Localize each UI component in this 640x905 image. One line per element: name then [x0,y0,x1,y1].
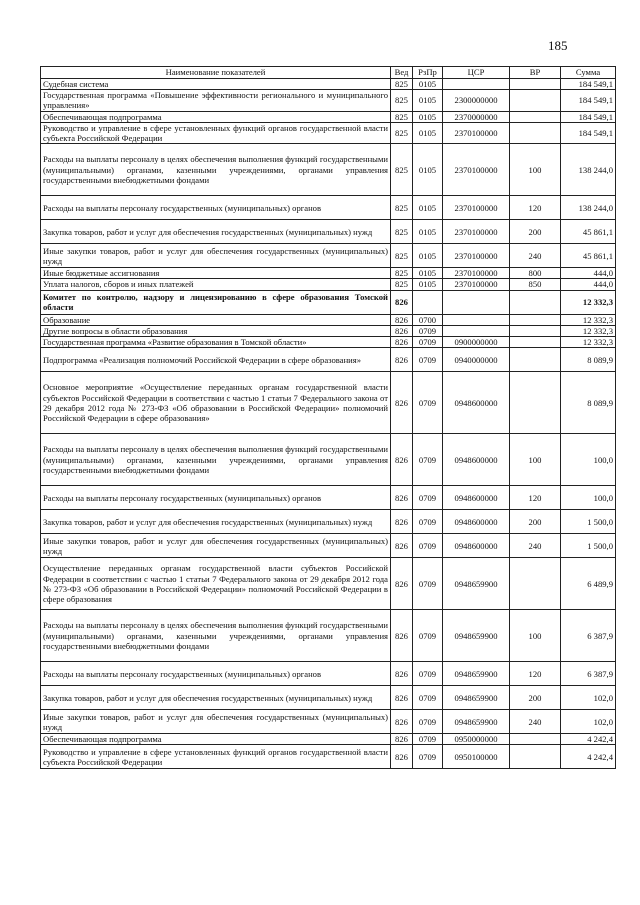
cell-ved: 826 [391,558,413,610]
cell-csr: 2370000000 [443,111,510,122]
cell-name: Расходы на выплаты персоналу государственных (муниципальных) органов [41,196,391,220]
cell-name: Другие вопросы в области образования [41,325,391,336]
table-row [41,348,616,372]
cell-rzpr: 0709 [413,734,443,745]
cell-name: Подпрограмма «Реализация полномочий Российской Федерации в сфере образования» [41,348,391,372]
table-header-row [41,67,616,79]
cell-csr [443,290,510,314]
table-row [41,486,616,510]
cell-rzpr: 0105 [413,279,443,290]
cell-csr: 0948659900 [443,610,510,662]
table-row [41,314,616,325]
cell-rzpr: 0709 [413,510,443,534]
cell-rzpr [413,290,443,314]
cell-csr: 0948600000 [443,434,510,486]
cell-csr: 2370100000 [443,196,510,220]
cell-vr: 120 [510,196,561,220]
cell-name: Уплата налогов, сборов и иных платежей [41,279,391,290]
table-body [41,79,616,769]
table-row [41,510,616,534]
cell-name: Комитет по контролю, надзору и лицензированию в сфере образования Томской области [41,290,391,314]
cell-ved: 825 [391,144,413,196]
cell-rzpr: 0709 [413,372,443,434]
cell-ved: 826 [391,348,413,372]
cell-csr: 2370100000 [443,268,510,279]
cell-rzpr: 0709 [413,325,443,336]
cell-vr [510,745,561,769]
cell-sum: 102,0 [561,686,616,710]
cell-ved: 825 [391,220,413,244]
cell-rzpr: 0105 [413,244,443,268]
cell-csr: 2370100000 [443,220,510,244]
cell-csr: 0948600000 [443,372,510,434]
cell-name: Расходы на выплаты персоналу в целях обеспечения выполнения функций государственными (муниципальными) органами, казенными учреждениями, органами управления государственными внебюджетными фондами [41,144,391,196]
cell-name: Закупка товаров, работ и услуг для обеспечения государственных (муниципальных) нужд [41,510,391,534]
header-sum: Сумма [561,67,616,79]
table-row [41,196,616,220]
cell-rzpr: 0709 [413,558,443,610]
cell-ved: 826 [391,434,413,486]
cell-name: Государственная программа «Развитие образования в Томской области» [41,337,391,348]
cell-ved: 826 [391,734,413,745]
cell-name: Иные закупки товаров, работ и услуг для обеспечения государственных (муниципальных) нужд [41,710,391,734]
cell-csr: 2300000000 [443,90,510,111]
cell-name: Расходы на выплаты персоналу в целях обеспечения выполнения функций государственными (муниципальными) органами, казенными учреждениями, органами управления государственными внебюджетными фондами [41,434,391,486]
cell-vr: 100 [510,434,561,486]
cell-rzpr: 0105 [413,122,443,143]
cell-ved: 826 [391,290,413,314]
cell-csr: 0940000000 [443,348,510,372]
cell-ved: 825 [391,268,413,279]
cell-csr: 0948600000 [443,486,510,510]
cell-ved: 826 [391,662,413,686]
cell-csr [443,79,510,90]
cell-rzpr: 0709 [413,486,443,510]
cell-vr [510,558,561,610]
cell-sum: 45 861,1 [561,244,616,268]
cell-ved: 826 [391,510,413,534]
cell-rzpr: 0105 [413,90,443,111]
cell-sum: 12 332,3 [561,325,616,336]
table-row [41,558,616,610]
cell-ved: 825 [391,196,413,220]
header-vr: ВР [510,67,561,79]
cell-ved: 825 [391,122,413,143]
cell-rzpr: 0105 [413,196,443,220]
cell-rzpr: 0105 [413,268,443,279]
cell-vr [510,337,561,348]
cell-vr [510,734,561,745]
table-row [41,244,616,268]
cell-name: Иные бюджетные ассигнования [41,268,391,279]
cell-name: Закупка товаров, работ и услуг для обеспечения государственных (муниципальных) нужд [41,220,391,244]
cell-sum: 8 089,9 [561,372,616,434]
cell-rzpr: 0105 [413,220,443,244]
table-row [41,662,616,686]
header-ved: Вед [391,67,413,79]
cell-rzpr: 0709 [413,610,443,662]
cell-csr: 0948600000 [443,510,510,534]
table-row [41,434,616,486]
cell-sum: 102,0 [561,710,616,734]
cell-ved: 826 [391,325,413,336]
table-row [41,325,616,336]
cell-ved: 825 [391,111,413,122]
cell-vr [510,111,561,122]
cell-rzpr: 0700 [413,314,443,325]
cell-csr: 0948659900 [443,558,510,610]
cell-vr [510,314,561,325]
cell-name: Закупка товаров, работ и услуг для обеспечения государственных (муниципальных) нужд [41,686,391,710]
cell-vr: 200 [510,220,561,244]
cell-sum: 444,0 [561,268,616,279]
cell-name: Расходы на выплаты персоналу государственных (муниципальных) органов [41,486,391,510]
cell-vr [510,79,561,90]
budget-table [40,66,616,769]
cell-csr: 2370100000 [443,144,510,196]
cell-vr: 240 [510,244,561,268]
table-row [41,220,616,244]
cell-ved: 826 [391,534,413,558]
cell-name: Иные закупки товаров, работ и услуг для обеспечения государственных (муниципальных) нужд [41,534,391,558]
cell-csr: 0948600000 [443,534,510,558]
table-row [41,372,616,434]
table-row [41,144,616,196]
cell-ved: 825 [391,244,413,268]
cell-rzpr: 0105 [413,144,443,196]
cell-sum: 184 549,1 [561,122,616,143]
cell-sum: 138 244,0 [561,144,616,196]
cell-name: Обеспечивающая подпрограмма [41,734,391,745]
cell-csr: 0950000000 [443,734,510,745]
cell-vr: 200 [510,686,561,710]
cell-csr: 2370100000 [443,122,510,143]
cell-vr: 800 [510,268,561,279]
cell-csr: 2370100000 [443,279,510,290]
cell-sum: 138 244,0 [561,196,616,220]
cell-name: Государственная программа «Повышение эффективности регионального и муниципального управления» [41,90,391,111]
cell-vr [510,372,561,434]
cell-vr: 100 [510,144,561,196]
table-row [41,290,616,314]
cell-sum: 1 500,0 [561,510,616,534]
cell-rzpr: 0105 [413,79,443,90]
cell-rzpr: 0709 [413,348,443,372]
cell-sum: 45 861,1 [561,220,616,244]
cell-name: Обеспечивающая подпрограмма [41,111,391,122]
cell-rzpr: 0709 [413,662,443,686]
cell-ved: 825 [391,279,413,290]
cell-sum: 12 332,3 [561,337,616,348]
cell-ved: 825 [391,79,413,90]
cell-sum: 6 387,9 [561,610,616,662]
table-row [41,710,616,734]
cell-sum: 444,0 [561,279,616,290]
cell-csr: 0900000000 [443,337,510,348]
table-row [41,111,616,122]
cell-csr: 2370100000 [443,244,510,268]
cell-sum: 184 549,1 [561,111,616,122]
cell-vr: 240 [510,710,561,734]
table-row [41,79,616,90]
cell-name: Расходы на выплаты персоналу в целях обеспечения выполнения функций государственными (муниципальными) органами, казенными учреждениями, органами управления государственными внебюджетными фондами [41,610,391,662]
header-name: Наименование показателей [41,67,391,79]
cell-name: Образование [41,314,391,325]
cell-vr [510,90,561,111]
table-row [41,534,616,558]
cell-vr: 240 [510,534,561,558]
cell-sum: 6 489,9 [561,558,616,610]
cell-vr: 120 [510,486,561,510]
cell-sum: 184 549,1 [561,90,616,111]
cell-csr: 0948659900 [443,662,510,686]
header-rzpr: РзПр [413,67,443,79]
cell-name: Осуществление переданных органам государственной власти субъектов Российской Федерации в соответствии с частью 1 статьи 7 Федерального закона от 29 декабря 2012 года № 273-ФЗ «Об образовании в Российской Федерации» полномочий Российской Федерации в сфере образования [41,558,391,610]
table-row [41,734,616,745]
table-row [41,268,616,279]
cell-sum: 4 242,4 [561,745,616,769]
cell-name: Судебная система [41,79,391,90]
cell-sum: 6 387,9 [561,662,616,686]
table-row [41,337,616,348]
cell-name: Руководство и управление в сфере установленных функций органов государственной власти субъекта Российской Федерации [41,745,391,769]
cell-vr [510,290,561,314]
cell-sum: 12 332,3 [561,314,616,325]
cell-vr: 850 [510,279,561,290]
cell-vr [510,348,561,372]
table-row [41,279,616,290]
cell-csr [443,314,510,325]
table-row [41,90,616,111]
cell-vr [510,122,561,143]
cell-ved: 826 [391,314,413,325]
cell-ved: 826 [391,610,413,662]
cell-vr: 100 [510,610,561,662]
table-row [41,610,616,662]
cell-name: Основное мероприятие «Осуществление переданных органам государственной власти субъектов Российской Федерации в соответствии с частью 1 статьи 7 Федерального закона от 29 декабря 2012 года № 273-ФЗ «Об образовании в Российской Федерации» полномочий Российской Федерации в сфере образования» [41,372,391,434]
cell-name: Руководство и управление в сфере установленных функций органов государственной власти субъекта Российской Федерации [41,122,391,143]
cell-sum: 100,0 [561,486,616,510]
cell-rzpr: 0709 [413,710,443,734]
table-row [41,745,616,769]
cell-csr: 0948659900 [443,686,510,710]
table-row [41,122,616,143]
cell-name: Иные закупки товаров, работ и услуг для обеспечения государственных (муниципальных) нужд [41,244,391,268]
cell-name: Расходы на выплаты персоналу государственных (муниципальных) органов [41,662,391,686]
cell-ved: 826 [391,686,413,710]
cell-ved: 826 [391,486,413,510]
cell-ved: 826 [391,337,413,348]
cell-sum: 8 089,9 [561,348,616,372]
header-csr: ЦСР [443,67,510,79]
cell-vr: 120 [510,662,561,686]
cell-rzpr: 0709 [413,337,443,348]
cell-vr: 200 [510,510,561,534]
cell-sum: 100,0 [561,434,616,486]
cell-csr: 0950100000 [443,745,510,769]
cell-rzpr: 0709 [413,686,443,710]
cell-sum: 12 332,3 [561,290,616,314]
cell-rzpr: 0709 [413,434,443,486]
cell-csr [443,325,510,336]
cell-rzpr: 0709 [413,745,443,769]
cell-sum: 184 549,1 [561,79,616,90]
cell-sum: 4 242,4 [561,734,616,745]
table-row [41,686,616,710]
cell-ved: 826 [391,372,413,434]
cell-vr [510,325,561,336]
cell-rzpr: 0709 [413,534,443,558]
page-number: 185 [548,38,568,53]
cell-sum: 1 500,0 [561,534,616,558]
cell-csr: 0948659900 [443,710,510,734]
cell-ved: 826 [391,745,413,769]
cell-ved: 825 [391,90,413,111]
cell-rzpr: 0105 [413,111,443,122]
cell-ved: 826 [391,710,413,734]
